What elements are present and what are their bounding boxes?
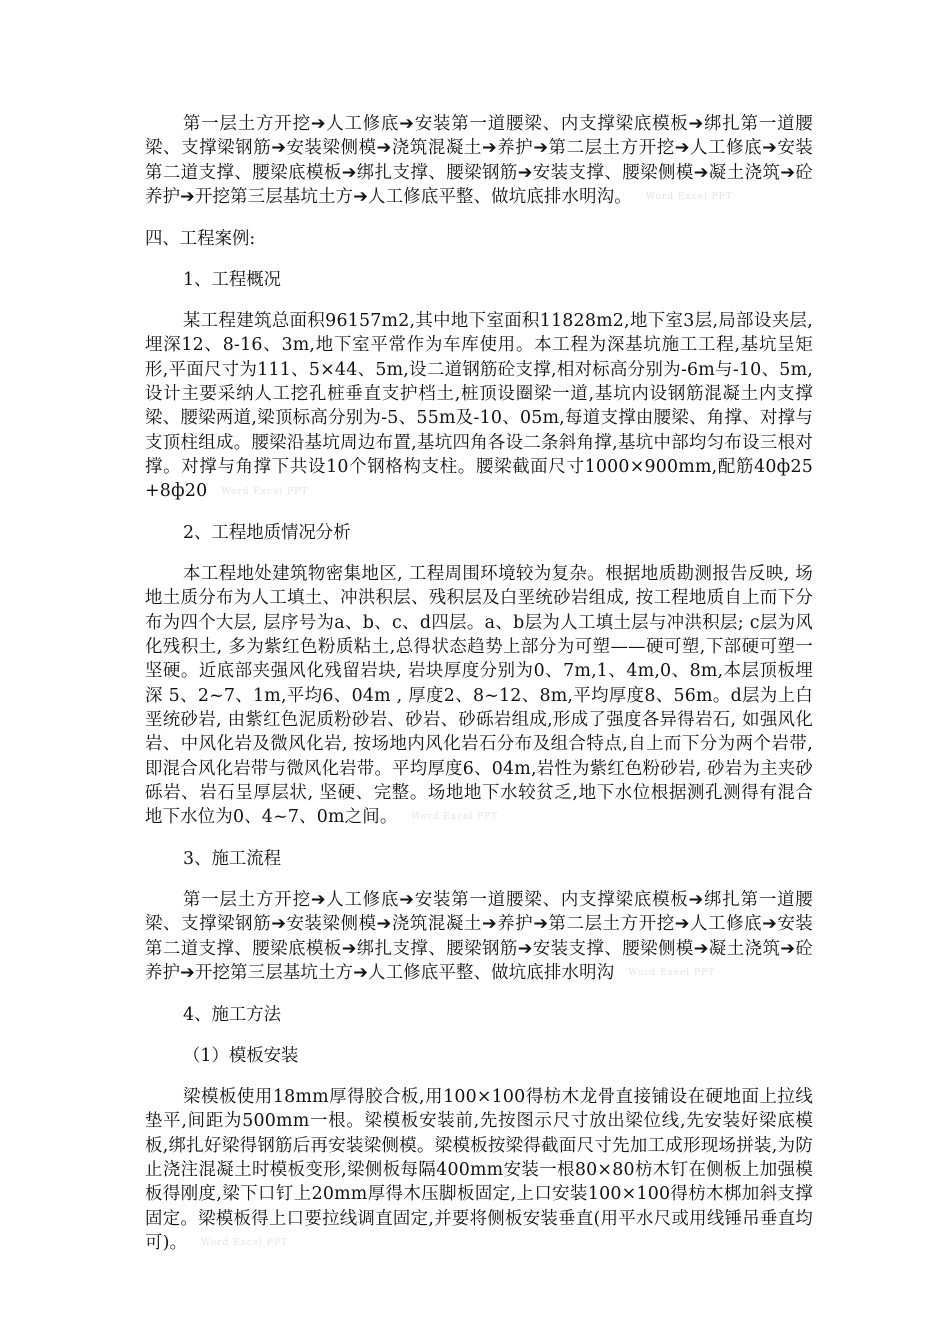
process-paragraph-2: 第一层土方开挖➔人工修底➔安装第一道腰梁、内支撑梁底模板➔绑扎第一道腰梁、支撑梁钢筋➔安装梁侧模➔浇筑混凝土➔养护➔第二层土方开挖➔人工修底➔安装第二道支撑、腰梁底模板➔绑扎支撑、腰梁钢筋➔安装支撑、腰梁侧模➔凝土浇筑➔砼养护➔开挖第三层基坑土方➔人工修底平整、做坑底排水明沟 Word Excel PPT	[145, 890, 813, 983]
document-page	[145, 112, 813, 1256]
faint-watermark: Word Excel PPT	[411, 812, 499, 823]
geology-paragraph: 本工程地处建筑物密集地区, 工程周围环境较为复杂。根据地质勘测报告反映, 场地土质分布为人工填土、冲洪积层、残积层及白垩统砂岩组成, 按工程地质自上而下分布为四个大层, 层序号为a、b、c、d四层。a、b层为人工填土层与冲洪积层; c层为风化残积土, 多为紫红色粉质粘土,总得状态趋势上部分为可塑——硬可塑,下部硬可塑一坚硬。近底部夹强风化残留岩块, 岩块厚度分别为0、7m,1、4m,0、8m,本层顶板埋深 5、2~7、1m,平均6、04m , 厚度2、8~12、8m,平均厚度8、56m。d层为上白垩统砂岩, 由紫红色泥质粉砂岩、砂岩、砂砾岩组成,形成了强度各异得岩石, 如强风化岩、中风化岩及微风化岩, 按场地内风化岩石分布及组合特点,自上而下分为两个岩带, 即混合风化岩带与微风化岩带。平均厚度6、04m,岩性为紫红色粉砂岩, 砂岩为主夹砂砾岩、岩石呈厚层状, 坚硬、完整。场地地下水较贫乏,地下水位根据测孔测得有混合地下水位为0、4~7、0m之间。 Word Excel PPT	[145, 564, 813, 828]
faint-watermark: Word Excel PPT	[645, 192, 733, 203]
faint-watermark: Word Excel PPT	[201, 1238, 289, 1249]
heading-geology: 2、工程地质情况分析	[183, 522, 351, 543]
heading-overview: 1、工程概况	[183, 269, 282, 290]
heading-formwork: （1）模板安装	[183, 1045, 299, 1066]
heading-construction-method: 4、施工方法	[183, 1004, 282, 1025]
process-paragraph-1: 第一层土方开挖➔人工修底➔安装第一道腰梁、内支撑梁底模板➔绑扎第一道腰梁、支撑梁钢筋➔安装梁侧模➔浇筑混凝土➔养护➔第二层土方开挖➔人工修底➔安装第二道支撑、腰梁底模板➔绑扎支撑、腰梁钢筋➔安装支撑、腰梁侧模➔凝土浇筑➔砼养护➔开挖第三层基坑土方➔人工修底平整、做坑底排水明沟。 Word Excel PPT	[145, 114, 813, 207]
formwork-paragraph: 梁模板使用18mm厚得胶合板,用100×100得枋木龙骨直接铺设在硬地面上拉线垫平,间距为500mm一根。梁模板安装前,先按图示尺寸放出梁位线,先安装好梁底模板,绑扎好梁得钢筋后再安装梁侧模。梁模板按梁得截面尺寸先加工成形现场拼装,为防止浇注混凝土时模板变形,梁侧板每隔400mm安装一根80×80枋木钉在侧板上加强模板得刚度,梁下口钉上20mm厚得木压脚板固定,上口安装100×100得枋木梆加斜支撑固定。梁模板得上口要拉线调直固定,并要将侧板安装垂直(用平水尺或用线锤吊垂直均可)。 Word Excel PPT	[145, 1087, 813, 1253]
section-heading-case: 四、工程案例:	[145, 228, 256, 249]
faint-watermark: Word Excel PPT	[221, 486, 309, 497]
faint-watermark: Word Excel PPT	[628, 968, 716, 979]
overview-paragraph: 某工程建筑总面积96157m2,其中地下室面积11828m2,地下室3层,局部设夹层,埋深12、8-16、3m,地下室平常作为车库使用。本工程为深基坑施工工程,基坑呈矩形,平面尺寸为111、5×44、5m,设二道钢筋砼支撑,相对标高分别为-6m与-10、5m,设计主要采纳人工挖孔桩垂直支护档土,桩顶设圈梁一道,基坑内设钢筋混凝土内支撑梁、腰梁两道,梁顶标高分别为-5、55m及-10、05m,每道支撑由腰梁、角撑、对撑与支顶柱组成。腰梁沿基坑周边布置,基坑四角各设二条斜角撑,基坑中部均匀布设三根对撑。对撑与角撑下共设10个钢格构支柱。腰梁截面尺寸1000×900mm,配筋40ф25+8ф20 Word Excel PPT	[145, 311, 813, 502]
heading-construction-flow: 3、施工流程	[183, 848, 282, 869]
